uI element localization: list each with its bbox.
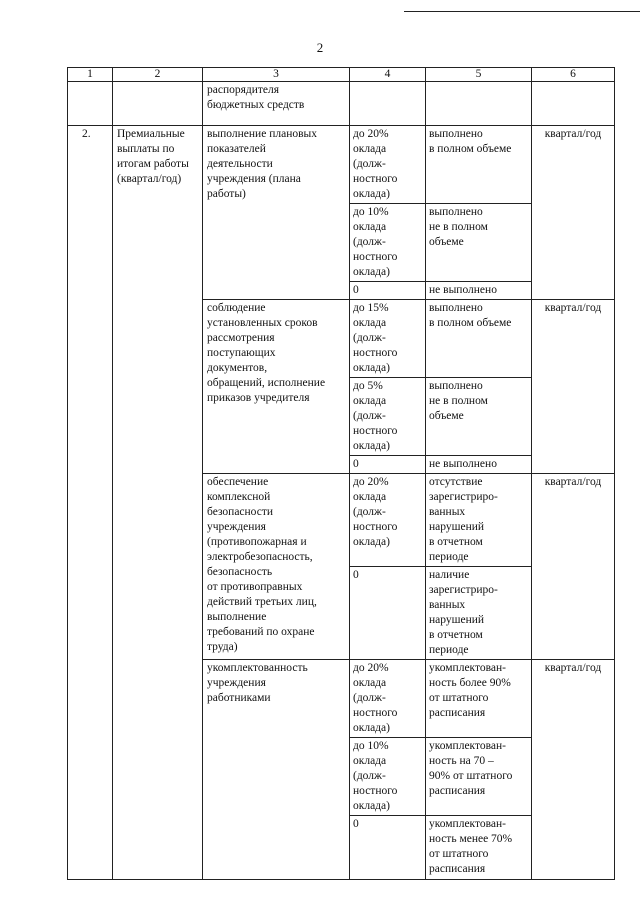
amount-cell: до 5% оклада (долж- ностного оклада) [350,378,426,456]
condition-cell: отсутствие зарегистриро- ванных нарушений в отчетном периоде [426,474,532,567]
amount-cell: до 20% оклада (долж- ностного оклада) [350,660,426,738]
amount-cell: до 20% оклада (долж- ностного оклада) [350,126,426,204]
criterion-text: обеспечение комплексной безопасности учреждения (противопожарная и электробезопасность, безопасность от противоправных действий третьих лиц, выполнение требований по охране труда) [203,474,350,660]
amount-cell: до 10% оклада (долж- ностного оклада) [350,204,426,282]
period-cell: квартал/год [532,660,615,880]
condition-cell: выполнено в полном объеме [426,300,532,378]
period-cell: квартал/год [532,126,615,300]
header-cell: 5 [426,68,532,82]
payment-name: Премиальные выплаты по итогам работы (квартал/год) [113,126,203,880]
header-cell: 4 [350,68,426,82]
condition-cell: укомплектован- ность более 90% от штатного расписания [426,660,532,738]
amount-cell: 0 [350,282,426,300]
table-row [68,126,615,204]
continuation-text: распорядителя бюджетных средств [203,82,350,126]
condition-cell: выполнено не в полном объеме [426,204,532,282]
criterion-text: выполнение плановых показателей деятельности учреждения (плана работы) [203,126,350,300]
header-cell: 3 [203,68,350,82]
header-cell: 6 [532,68,615,82]
condition-cell: не выполнено [426,456,532,474]
header-row [68,68,615,82]
criterion-text: соблюдение установленных сроков рассмотрения поступающих документов, обращений, исполнение приказов учредителя [203,300,350,474]
amount-cell: 0 [350,816,426,880]
top-rule [404,11,640,12]
criterion-text: укомплектованность учреждения работниками [203,660,350,880]
condition-cell: выполнено в полном объеме [426,126,532,204]
condition-cell: выполнено не в полном объеме [426,378,532,456]
amount-cell: до 15% оклада (долж- ностного оклада) [350,300,426,378]
condition-cell: укомплектован- ность на 70 – 90% от штатного расписания [426,738,532,816]
amount-cell: 0 [350,456,426,474]
amount-cell: 0 [350,567,426,660]
header-cell: 2 [113,68,203,82]
row-number: 2. [68,126,113,880]
condition-cell: наличие зарегистриро- ванных нарушений в отчетном периоде [426,567,532,660]
bonus-criteria-table [67,67,615,880]
condition-cell: укомплектован- ность менее 70% от штатного расписания [426,816,532,880]
continuation-row [68,82,615,126]
period-cell: квартал/год [532,300,615,474]
amount-cell: до 20% оклада (долж- ностного оклада) [350,474,426,567]
amount-cell: до 10% оклада (долж- ностного оклада) [350,738,426,816]
condition-cell: не выполнено [426,282,532,300]
period-cell: квартал/год [532,474,615,660]
header-cell: 1 [68,68,113,82]
page-number: 2 [316,40,324,55]
